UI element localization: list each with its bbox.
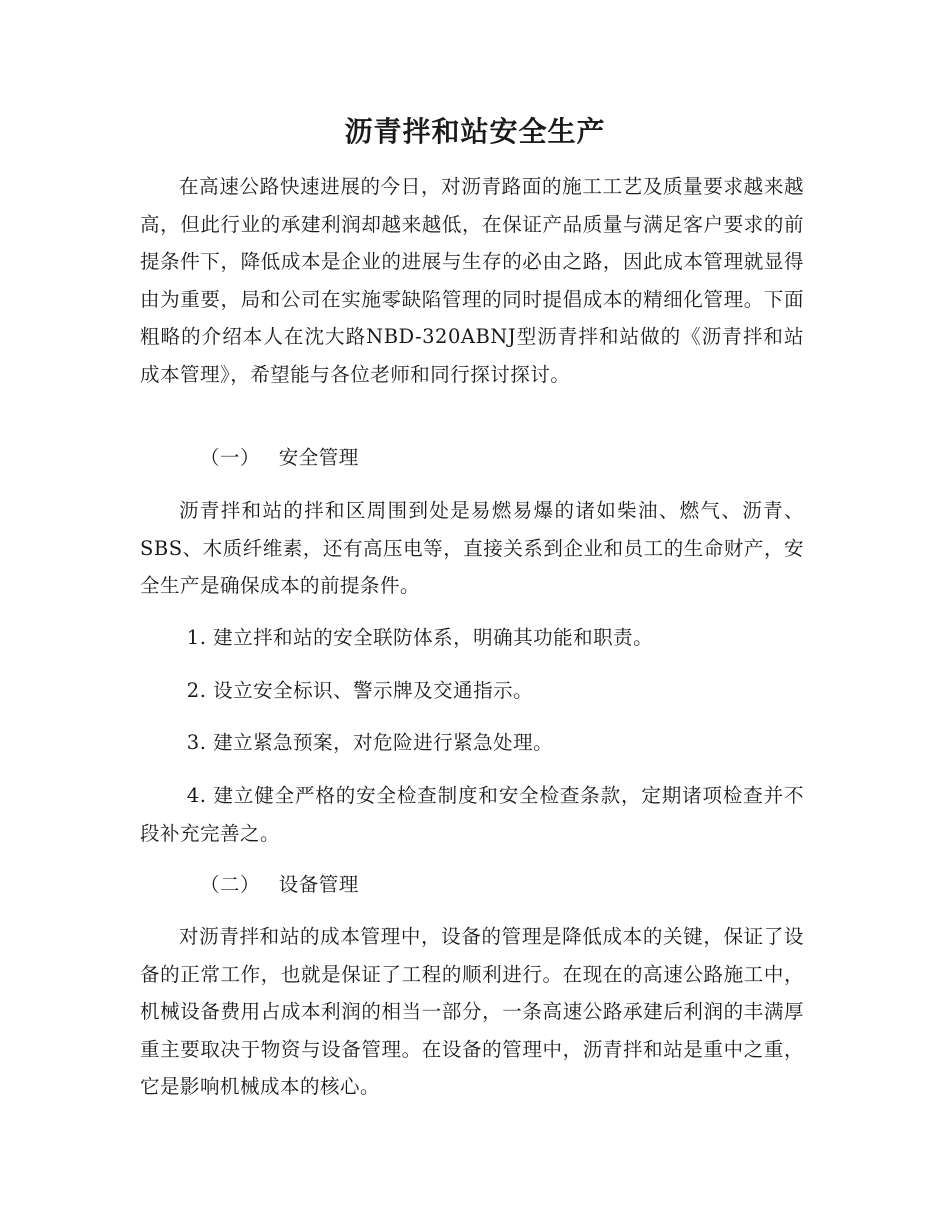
list-item: 2. 设立安全标识、警示牌及交通指示。 <box>186 679 534 702</box>
section-heading-equipment <box>200 866 359 904</box>
list-item: 3. 建立紧急预案，对危险进行紧急处理。 <box>186 731 554 754</box>
page-title: 沥青拌和站安全生产 <box>344 115 606 148</box>
section-title: 安全管理 <box>278 446 359 469</box>
section-title: 设备管理 <box>278 873 359 896</box>
intro-paragraph: 在高速公路快速进展的今日，对沥青路面的施工工艺及质量要求越来越高，但此行业的承建利润却越来越低，在保证产品质量与满足客户要求的前提条件下，降低成本是企业的进展与生存的必由之路，因此成本管理就显得由为重要，局和公司在实施零缺陷管理的同时提倡成本的精细化管理。下面粗略的介绍本人在沈大路NBD-320ABNJ型沥青拌和站做的《沥青拌和站成本管理》，希望能与各位老师和同行探讨探讨。 <box>140 175 804 386</box>
section-number: （二） <box>200 873 261 896</box>
section-number: （一） <box>200 446 261 469</box>
equipment-paragraph: 对沥青拌和站的成本管理中，设备的管理是降低成本的关键，保证了设备的正常工作，也就是保证了工程的顺利进行。在现在的高速公路施工中，机械设备费用占成本利润的相当一部分，一条高速公路承建后利润的丰满厚重主要取决于物资与设备管理。在设备的管理中，沥青拌和站是重中之重，它是影响机械成本的核心。 <box>140 925 804 1098</box>
safety-paragraph: 沥青拌和站的拌和区周围到处是易燃易爆的诸如柴油、燃气、沥青、SBS、木质纤维素，还有高压电等，直接关系到企业和员工的生命财产，安全生产是确保成本的前提条件。 <box>140 499 804 597</box>
list-item: 4. 建立健全严格的安全检查制度和安全检查条款，定期诸项检查并不段补充完善之。 <box>140 784 804 845</box>
list-item: 1. 建立拌和站的安全联防体系，明确其功能和职责。 <box>186 626 654 649</box>
section-heading-safety <box>200 439 359 477</box>
